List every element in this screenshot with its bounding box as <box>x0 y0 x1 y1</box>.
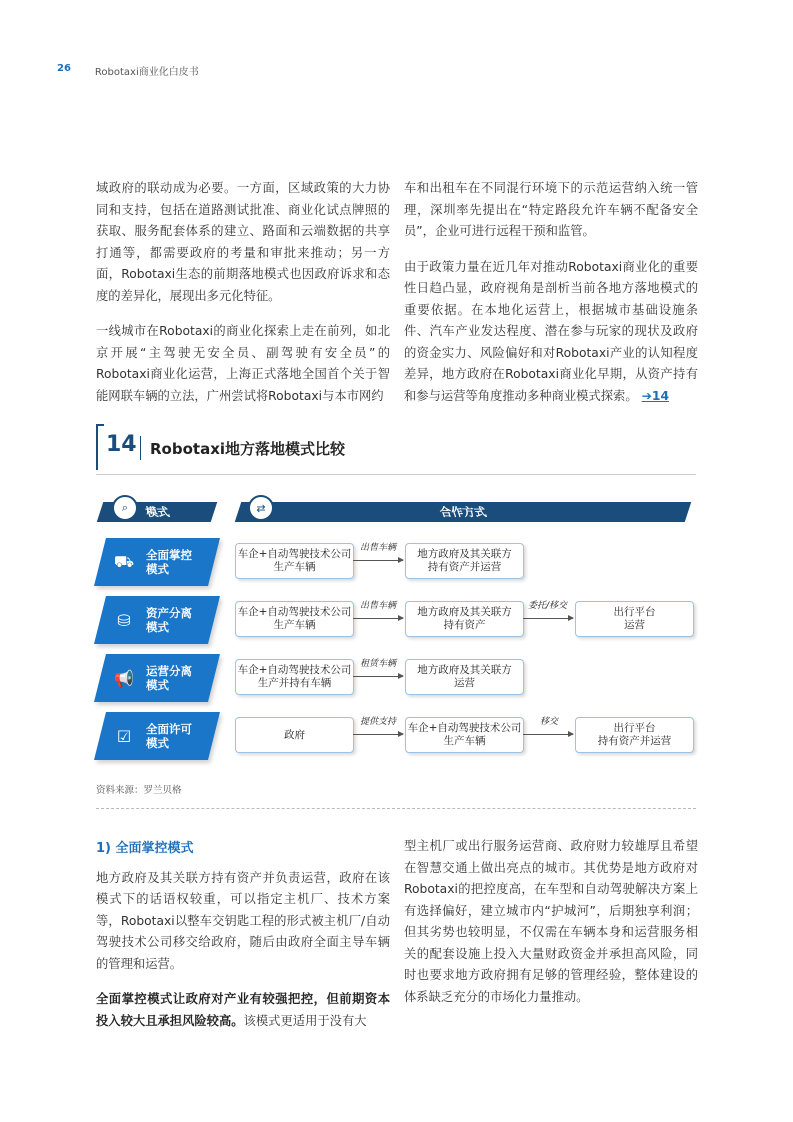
left-column-bottom <box>96 838 390 1046</box>
figure-number: 14 <box>106 432 137 457</box>
arrow-label: 提供支持 <box>360 717 397 727</box>
section-divider <box>96 808 696 809</box>
paragraph: 地方政府及其关联方持有资产并负责运营，政府在该模式下的话语权较重，可以指定主机厂、技术方案等，Robotaxi以整车交钥匙工程的形式被主机厂/自动驾驶技术公司移交给政府，随后由政府全面主导车辆的管理和运营。 <box>96 870 390 971</box>
paragraph-text: 由于政策力量在近几年对推动Robotaxi商业化的重要性日趋凸显，政府视角是剖析当前各地方落地模式的重要依据。在本地化运营上，根据城市基础设施条件、汽车产业发达程度、潜在参与玩家的现状及政府的资金实力、风险偏好和对Robotaxi产业的认知程度差异，地方政府在Robotaxi商业化早期，从资产持有和参与运营等角度推动多种商业模式探索。 <box>404 259 698 403</box>
flow-box: 地方政府及其关联方 持有资产 <box>405 601 524 637</box>
arrow-label: 移交 <box>540 717 559 727</box>
coins-icon: ⛁ <box>117 610 131 630</box>
flow-arrow <box>353 560 403 561</box>
search-icon: ⌕ <box>112 495 138 521</box>
car-people-icon: ⛟ <box>113 551 135 571</box>
figure-title-text: Robotaxi地方落地模式比较 <box>150 440 346 458</box>
flow-box: 车企+自动驾驶技术公司 生产车辆 <box>235 601 354 637</box>
figure-source: 资料来源：罗兰贝格 <box>96 785 182 796</box>
flow-box: 车企+自动驾驶技术公司 生产车辆 <box>405 717 524 753</box>
arrow-label: 出售车辆 <box>360 543 397 553</box>
left-column-top <box>96 178 390 421</box>
title-bracket <box>96 424 104 470</box>
bold-text: 全面掌控模式让政府对产业有较强把控，但前期资本投入较大且承担风险较高。 <box>96 992 390 1028</box>
mode-tile-full-control <box>94 538 220 586</box>
paragraph: 车和出租车在不同混行环境下的示范运营纳入统一管理，深圳率先提出在“特定路段允许车辆不配备安全员”，企业可进行远程干预和监管。 <box>404 181 698 238</box>
paragraph: 域政府的联动成为必要。一方面，区域政策的大力协同和支持，包括在道路测试批准、商业化试点牌照的获取、服务配套体系的建立、路面和云端数据的共享打通等，都需要政府的考量和审批来推动；另一方面，Robotaxi生态的前期落地模式也因政府诉求和态度的差异化，展现出多元化特征。 <box>96 181 390 303</box>
figure-reference-link[interactable]: ➔14 <box>641 388 669 403</box>
mode-label: 运营分离 模式 <box>146 664 192 692</box>
coop-header-label: 合作方式 <box>437 505 489 519</box>
mode-label: 资产分离 模式 <box>146 606 192 634</box>
paragraph: 一线城市在Robotaxi的商业化探索上走在前列，如北京开展“主驾驶无安全员、副驾驶有安全员”的Robotaxi商业化运营，上海正式落地全国首个关于智能网联车辆的立法，广州尝试将Robotaxi与本市网约 <box>96 324 390 403</box>
page-header <box>57 63 199 78</box>
flow-box: 地方政府及其关联方 持有资产并运营 <box>405 543 524 579</box>
figure-title <box>96 430 696 466</box>
mode-tile-full-license <box>94 712 220 760</box>
right-column-top <box>404 178 698 421</box>
flow-box: 出行平台 持有资产并运营 <box>575 717 694 753</box>
doc-title: Robotaxi商业化白皮书 <box>94 67 199 78</box>
license-icon: ☑ <box>116 726 132 746</box>
page-number: 26 <box>57 63 71 74</box>
megaphone-icon: 📢 <box>114 668 134 688</box>
handshake-icon: ⇄ <box>248 495 274 521</box>
paragraph <box>96 989 390 1032</box>
flow-box: 车企+自动驾驶技术公司 生产并持有车辆 <box>235 659 354 695</box>
flow-box: 出行平台 运营 <box>575 601 694 637</box>
flow-box: 地方政府及其关联方 运营 <box>405 659 524 695</box>
mode-label: 全面掌控 模式 <box>146 548 192 576</box>
mode-label: 全面许可 模式 <box>146 722 192 750</box>
flow-arrow <box>353 618 403 619</box>
flow-arrow <box>353 676 403 677</box>
mode-tile-operation-separation <box>94 654 220 702</box>
paragraph: 型主机厂或出行服务运营商、政府财力较雄厚且希望在智慧交通上做出亮点的城市。其优势是地方政府对Robotaxi的把控度高，在车型和自动驾驶解决方案上有选择偏好，建立城市内“护城河”，后期独享利润；但其劣势也较明显，不仅需在车辆本身和运营服务相关的配套设施上投入大量财政资金并承担高风险，同时也要求地方政府拥有足够的管理经验，整体建设的体系缺乏充分的市场化力量推动。 <box>404 839 698 1004</box>
mode-tile-asset-separation <box>94 596 220 644</box>
arrow-label: 租赁车辆 <box>360 659 397 669</box>
figure-top-rule <box>96 474 696 475</box>
right-column-bottom <box>404 836 698 1022</box>
flow-arrow <box>523 618 573 619</box>
title-separator <box>140 436 141 460</box>
flow-arrow <box>353 734 403 735</box>
mode-header-label: 模式 <box>143 505 171 519</box>
paragraph <box>404 257 698 408</box>
arrow-label: 出售车辆 <box>360 601 397 611</box>
flow-arrow <box>523 734 573 735</box>
paragraph-text: 该模式更适用于没有大 <box>243 1013 367 1028</box>
flow-box: 车企+自动驾驶技术公司 生产车辆 <box>235 543 354 579</box>
flow-box: 政府 <box>235 717 354 753</box>
coop-header-bar <box>235 502 691 522</box>
arrow-label: 委托/移交 <box>528 601 568 611</box>
section-heading: 1) 全面掌控模式 <box>96 841 194 856</box>
